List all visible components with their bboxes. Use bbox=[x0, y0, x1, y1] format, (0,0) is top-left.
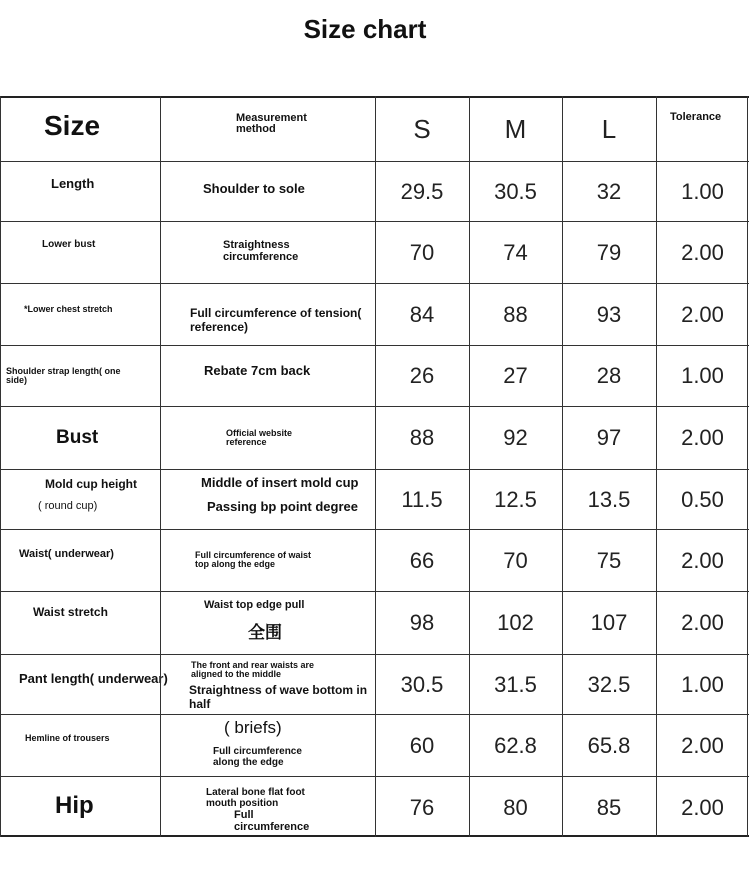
value-l: 97 bbox=[596, 425, 622, 450]
value-m: 74 bbox=[503, 239, 528, 265]
row-label: Waist( underwear) bbox=[19, 548, 114, 560]
value-s: 29.5 bbox=[400, 178, 444, 204]
value-tolerance: 2.00 bbox=[681, 301, 724, 327]
value-tolerance: 0.50 bbox=[681, 486, 724, 512]
value-s: 60 bbox=[409, 732, 435, 758]
value-s: 66 bbox=[409, 547, 435, 573]
row-label: Bust bbox=[56, 427, 99, 448]
value-m: 31.5 bbox=[494, 671, 537, 697]
table-border-right bbox=[747, 96, 748, 837]
value-l: 32.5 bbox=[587, 671, 631, 697]
row-label: Lower bust bbox=[42, 239, 96, 250]
row-label: Hip bbox=[55, 792, 94, 819]
value-l: 107 bbox=[590, 610, 628, 635]
row-method: Shoulder to sole bbox=[203, 181, 305, 196]
value-tolerance: 2.00 bbox=[681, 732, 724, 758]
value-s: 70 bbox=[409, 239, 435, 265]
value-l: 13.5 bbox=[587, 486, 631, 512]
column-divider bbox=[469, 96, 470, 837]
value-tolerance: 2.00 bbox=[681, 239, 724, 265]
value-s: 76 bbox=[409, 795, 435, 820]
row-method: The front and rear waists are aligned to the middle bbox=[191, 660, 315, 679]
row-method: Full circumference of tension( reference) bbox=[190, 306, 362, 334]
value-tolerance: 1.00 bbox=[681, 178, 724, 204]
column-divider bbox=[562, 96, 563, 837]
value-m: 27 bbox=[503, 363, 528, 388]
row-method-sub: 全围 bbox=[248, 623, 282, 642]
column-divider bbox=[160, 96, 161, 837]
value-l: 85 bbox=[596, 795, 622, 820]
row-label: Shoulder strap length( one side) bbox=[6, 366, 121, 385]
row-method-sub: Passing bp point degree bbox=[207, 499, 358, 514]
row-method: Straightness circumference bbox=[223, 239, 299, 263]
column-divider bbox=[656, 96, 657, 837]
value-s: 88 bbox=[409, 425, 435, 450]
row-method-sub: Full circumference along the edge bbox=[213, 746, 302, 768]
value-tolerance: 2.00 bbox=[681, 610, 724, 635]
value-s: 11.5 bbox=[401, 486, 443, 512]
row-label: Hemline of trousers bbox=[25, 733, 110, 743]
value-s: 30.5 bbox=[400, 671, 444, 697]
row-label: Pant length( underwear) bbox=[19, 671, 168, 686]
value-l: 28 bbox=[596, 363, 622, 388]
row-method: Full circumference of waist top along the edge bbox=[195, 550, 312, 569]
value-tolerance: 2.00 bbox=[681, 795, 724, 820]
row-label: Mold cup height bbox=[45, 477, 137, 491]
row-method-sub: Full circumference bbox=[234, 809, 310, 833]
header-size: Size bbox=[44, 110, 101, 141]
row-label: *Lower chest stretch bbox=[24, 304, 113, 314]
header-method: Measurement method bbox=[236, 112, 307, 135]
value-m: 62.8 bbox=[494, 732, 537, 758]
header-m: M bbox=[504, 114, 527, 144]
value-tolerance: 2.00 bbox=[681, 547, 724, 573]
row-method: Middle of insert mold cup bbox=[201, 475, 359, 490]
header-tolerance: Tolerance bbox=[670, 111, 722, 123]
row-method-sub: Straightness of wave bottom in half bbox=[189, 683, 368, 711]
value-m: 70 bbox=[503, 547, 528, 573]
row-method: Rebate 7cm back bbox=[204, 363, 311, 378]
row-method: ( briefs) bbox=[224, 718, 282, 737]
value-s: 98 bbox=[409, 610, 435, 635]
column-divider bbox=[375, 96, 376, 837]
value-tolerance: 1.00 bbox=[681, 671, 724, 697]
value-m: 30.5 bbox=[494, 178, 537, 204]
row-method: Official website reference bbox=[226, 428, 293, 447]
value-s: 84 bbox=[409, 301, 435, 327]
value-l: 93 bbox=[596, 301, 622, 327]
row-label: Waist stretch bbox=[33, 605, 108, 619]
value-m: 88 bbox=[503, 301, 528, 327]
value-s: 26 bbox=[409, 363, 435, 388]
row-method: Waist top edge pull bbox=[204, 599, 305, 611]
header-s: S bbox=[413, 114, 431, 144]
value-tolerance: 1.00 bbox=[681, 363, 724, 388]
value-l: 75 bbox=[596, 547, 622, 573]
row-label-sub: ( round cup) bbox=[38, 500, 98, 512]
page-title: Size chart bbox=[303, 14, 427, 44]
value-l: 32 bbox=[596, 178, 622, 204]
row-method: Lateral bone flat foot mouth position bbox=[206, 787, 305, 809]
value-m: 92 bbox=[503, 425, 528, 450]
value-l: 79 bbox=[596, 239, 622, 265]
header-l: L bbox=[601, 114, 617, 144]
value-m: 12.5 bbox=[494, 486, 537, 512]
row-label: Length bbox=[51, 176, 95, 191]
value-tolerance: 2.00 bbox=[681, 425, 724, 450]
value-l: 65.8 bbox=[587, 732, 631, 758]
table-border-left bbox=[0, 96, 1, 837]
value-m: 80 bbox=[503, 795, 528, 820]
value-m: 102 bbox=[497, 610, 534, 635]
